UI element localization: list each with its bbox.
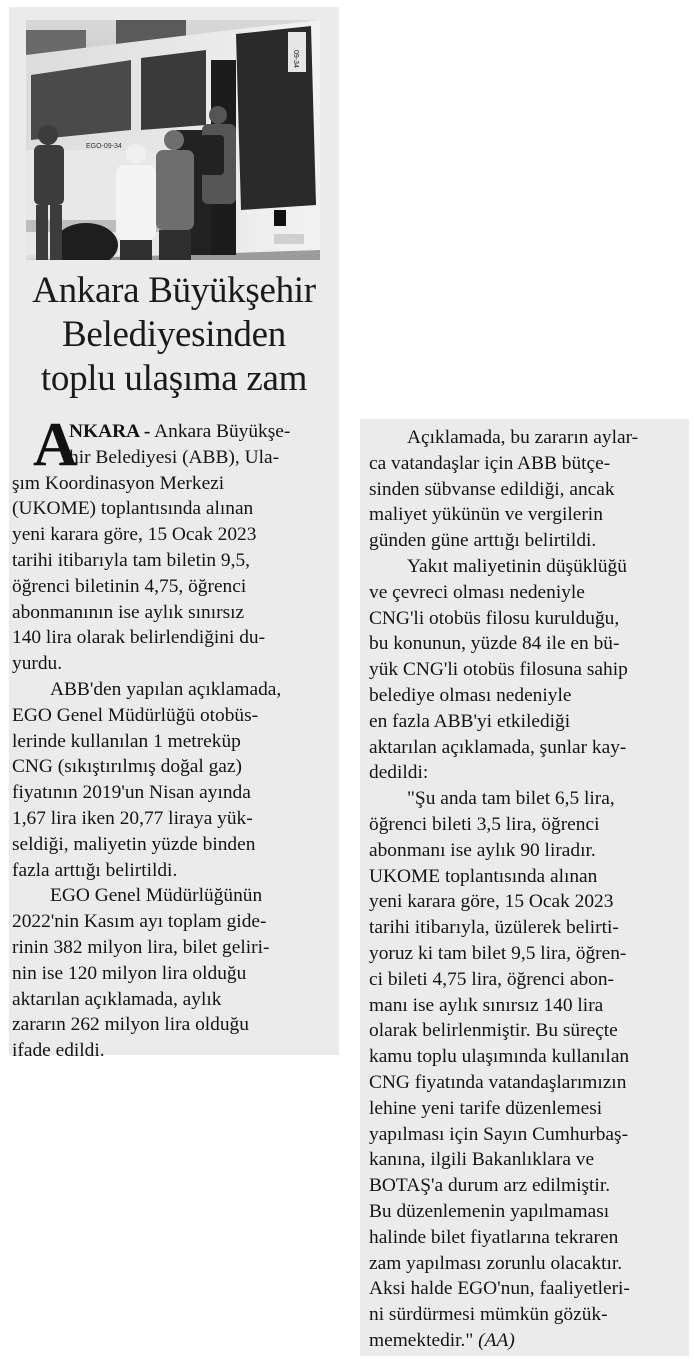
headline-line: Belediyesinden — [62, 314, 286, 355]
text-line: tarihi itibarıyla, üzülerek belirti- — [369, 917, 619, 939]
bus-plate-front: 09-34 — [292, 50, 299, 68]
drop-cap: A — [33, 411, 78, 479]
text-line: bu konunun, yüzde 84 ile en bü- — [369, 633, 620, 655]
text-line: UKOME toplantısında alınan — [369, 865, 598, 887]
text-line: rinin 382 milyon lira, bilet geliri- — [12, 936, 270, 958]
text-line: ni sürdürmesi mümkün gözük- — [369, 1304, 608, 1326]
closing-text: memektedir." — [369, 1329, 474, 1351]
text-line: öğrenci bileti 3,5 lira, öğrenci — [369, 813, 600, 835]
text-line: "Şu anda tam bilet 6,5 lira, — [407, 788, 615, 810]
text-line: Bu düzenlemenin yapılmaması — [369, 1200, 610, 1222]
text-line: ve çevreci olması nedeniyle — [369, 581, 585, 603]
text-line: EGO Genel Müdürlüğünün — [50, 885, 263, 907]
text-line: abonmanının ise aylık sınırsız — [12, 601, 245, 623]
body-text-left — [12, 411, 334, 1064]
text-line: fazla arttığı belirtildi. — [12, 859, 178, 881]
text-line: tarihi itibarıyla tam biletin 9,5, — [12, 549, 251, 571]
source-credit: (AA) — [478, 1329, 515, 1351]
text-line: halinde bilet fiyatlarına tekraren — [369, 1226, 619, 1248]
text-line: olarak belirlenmiştir. Bu süreçte — [369, 1020, 618, 1042]
text-line: 1,67 lira iken 20,77 liraya yük- — [12, 807, 253, 829]
text-line: lerinde kullanılan 1 metreküp — [12, 730, 241, 752]
text-line: yapılması için Sayın Cumhurbaş- — [369, 1123, 629, 1145]
text-line: Yakıt maliyetinin düşüklüğü — [407, 555, 627, 577]
text-line: CNG fiyatında vatandaşlarımızın — [369, 1071, 627, 1093]
text-line: yurdu. — [12, 653, 63, 675]
text-line: en fazla ABB'yi etkilediği — [369, 710, 571, 732]
article-column-left — [9, 7, 339, 1062]
text-line: zararın 262 milyon lira olduğu — [12, 1014, 249, 1036]
text-line: belediye olması nedeniyle — [369, 684, 572, 706]
text-line: zam yapılması zorunlu olacaktır. — [369, 1252, 623, 1274]
bus-photo-illustration — [26, 20, 320, 260]
text-line: yeni karara göre, 15 Ocak 2023 — [369, 891, 614, 913]
body-text-right — [369, 425, 685, 1354]
text-line: ca vatandaşlar için ABB bütçe- — [369, 452, 611, 474]
text-line: abonmanı ise aylık 90 liradır. — [369, 839, 596, 861]
text-line: dedildi: — [369, 762, 429, 784]
text-line: yoruz ki tam bilet 9,5 lira, öğren- — [369, 942, 627, 964]
text-line: sinden sübvanse edildiği, ancak — [369, 478, 615, 500]
text-line: ifade edildi. — [12, 1040, 105, 1062]
text-line — [369, 1328, 685, 1354]
text-line: yeni karara göre, 15 Ocak 2023 — [12, 524, 257, 546]
text-line: günden güne arttığı belirtildi. — [369, 530, 597, 552]
text-line: seldiği, maliyetin yüzde binden — [12, 833, 256, 855]
text-line: (UKOME) toplantısında alınan — [12, 498, 254, 520]
text-line: 2022'nin Kasım ayı toplam gide- — [12, 911, 267, 933]
headline-line: Ankara Büyükşehir — [32, 270, 316, 311]
text-line: CNG (sıkıştırılmış doğal gaz) — [12, 756, 242, 778]
text-line: hir Belediyesi (ABB), Ula- — [69, 446, 280, 468]
text-line: ci bileti 4,75 lira, öğrenci abon- — [369, 968, 614, 990]
text-line: ABB'den yapılan açıklamada, — [50, 678, 282, 700]
text-line: maliyet yükünün ve vergilerin — [369, 504, 603, 526]
headline-line: toplu ulaşıma zam — [40, 358, 308, 399]
lead-paragraph-start — [12, 411, 334, 479]
article-column-right — [360, 419, 689, 1356]
dateline: NKARA - — [69, 421, 151, 442]
headline — [21, 269, 327, 401]
text-line: şım Koordinasyon Merkezi — [12, 472, 225, 494]
text-line: aktarılan açıklamada, şunlar kay- — [369, 736, 627, 758]
text-line: kanına, ilgili Bakanlıklara ve — [369, 1149, 595, 1171]
text-line: aktarılan açıklamada, aylık — [12, 988, 222, 1010]
text-line: BOTAŞ'a durum arz edilmiştir. — [369, 1175, 611, 1197]
text-line: Açıklamada, bu zararın aylar- — [407, 427, 639, 448]
text-line: yük CNG'li otobüs filosuna sahip — [369, 659, 628, 681]
text-line: nin ise 120 milyon lira olduğu — [12, 962, 247, 984]
text-line: EGO Genel Müdürlüğü otobüs- — [12, 704, 259, 726]
text-line: kamu toplu ulaşımında kullanılan — [369, 1046, 630, 1068]
text-line: CNG'li otobüs filosu kurulduğu, — [369, 607, 620, 629]
text-line: lehine yeni tarife düzenlemesi — [369, 1097, 603, 1119]
text-line: 140 lira olarak belirlendiğini du- — [12, 627, 266, 649]
text-line: fiyatının 2019'un Nisan ayında — [12, 782, 251, 804]
lead-text: Ankara Büyükşe- — [154, 421, 291, 442]
bus-plate-side: EGO-09-34 — [86, 143, 122, 150]
text-line: Aksi halde EGO'nun, faaliyetleri- — [369, 1278, 630, 1300]
text-line: manı ise aylık sınırsız 140 lira — [369, 994, 604, 1016]
bus-photo — [26, 20, 320, 260]
text-line: öğrenci biletinin 4,75, öğrenci — [12, 575, 247, 597]
